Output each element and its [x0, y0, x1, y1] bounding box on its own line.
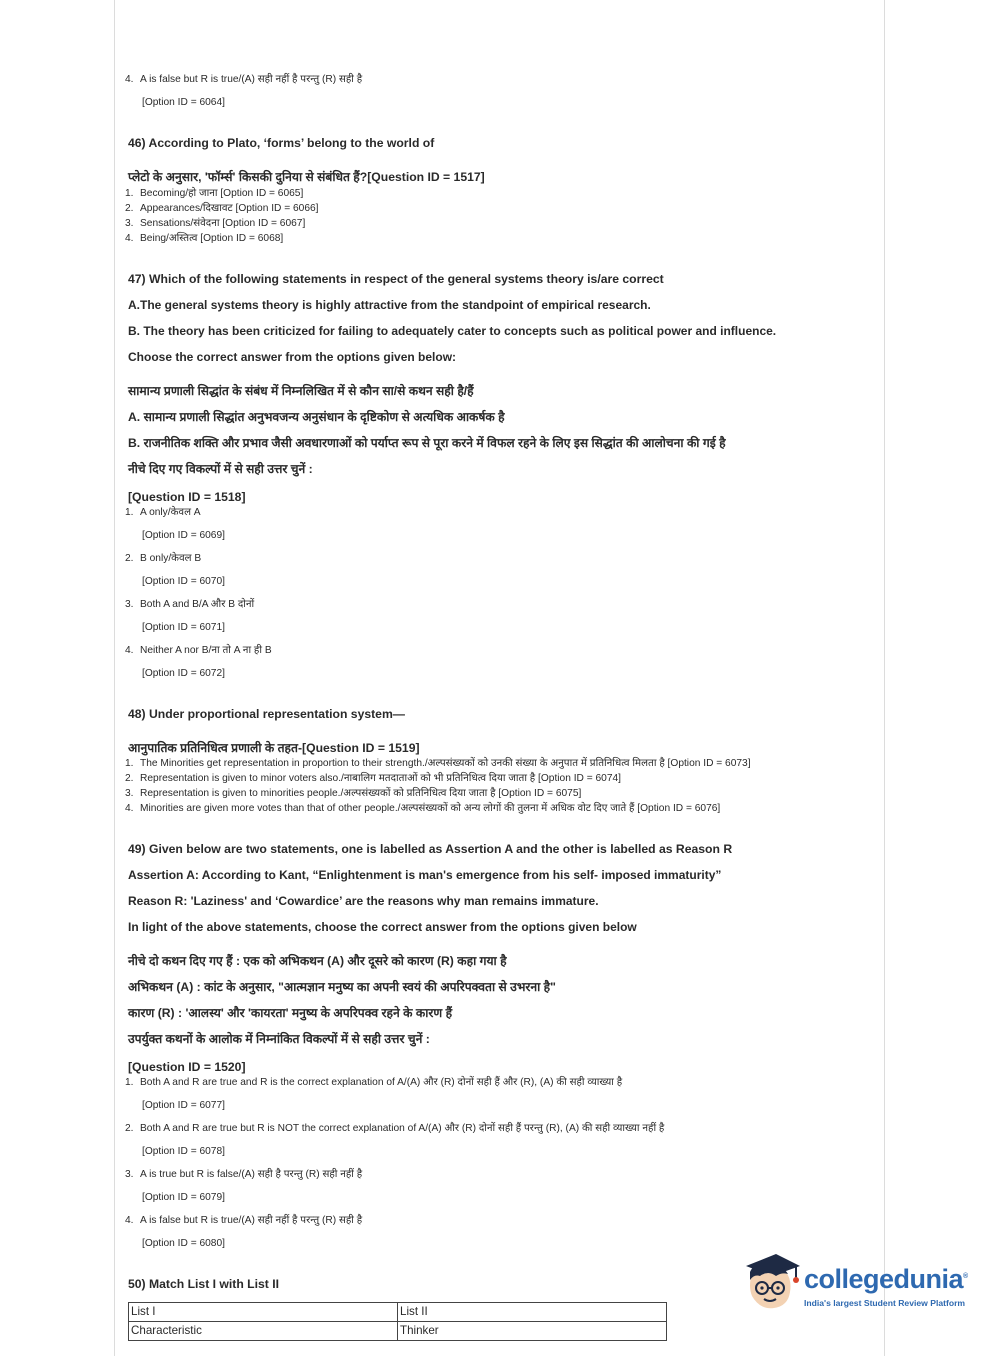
option-item: 4. A is false but R is true/(A) सही नहीं है परन्तु (R) सही है — [125, 1215, 363, 1226]
option-item: 1. The Minorities get representation in proportion to their strength./अल्पसंख्यकों को उनकी संख्या के अनुपात में प्रतिनिधित्व मिलता है [Option ID = 6073] — [125, 758, 751, 769]
question-hindi: आनुपातिक प्रतिनिधित्व प्रणाली के तहत-[Question ID = 1519] — [128, 741, 420, 755]
option-id: [Option ID = 6079] — [142, 1192, 225, 1203]
question-50 — [114, 1276, 834, 1341]
option-item: 2. Representation is given to minor voters also./नाबालिग मतदाताओं को भी प्रतिनिधित्व दिया जाता है [Option ID = 6074] — [125, 773, 622, 784]
question-id: [Question ID = 1520] — [128, 1060, 246, 1074]
question-47 — [114, 271, 834, 681]
option-item: 1. A only/केवल A — [125, 507, 201, 518]
option-item: 2. B only/केवल B — [125, 553, 202, 564]
question-hindi: प्लेटो के अनुसार, 'फॉर्म्स' किसकी दुनिया से संबंधित हैं?[Question ID = 1517] — [128, 170, 485, 184]
hindi-line: B. राजनीतिक शक्ति और प्रभाव जैसी अवधारणाओं को पर्याप्त रूप से पूरा करने में विफल रहने के लिए इस सिद्धांत की आलोचना की गई है — [128, 436, 726, 450]
option-item: 3. Sensations/संवेदना [Option ID = 6067] — [125, 218, 306, 229]
hindi-line: सामान्य प्रणाली सिद्धांत के संबंध में निम्नलिखित में से कौन सा/से कथन सही है/हैं — [128, 384, 474, 398]
instruction: Choose the correct answer from the options given below: — [128, 350, 457, 364]
question-heading: 48) Under proportional representation system— — [128, 707, 405, 721]
question-48 — [114, 706, 834, 816]
match-list-table — [128, 1302, 667, 1341]
question-heading: 47) Which of the following statements in respect of the general systems theory is/are correct — [128, 272, 664, 286]
option-item: 2. Both A and R are true but R is NOT the correct explanation of A/(A) और (R) दोनों सही हैं परन्तु (R), (A) की सही व्याख्या नहीं है — [125, 1123, 665, 1134]
question-heading: 50) Match List I with List II — [128, 1277, 280, 1291]
hindi-line: उपर्युक्त कथनों के आलोक में निम्नांकित विकल्पों में से सही उत्तर चुनें : — [128, 1032, 430, 1046]
table-header-cell: List I — [129, 1303, 398, 1322]
option-item: 4. A is false but R is true/(A) सही नहीं है परन्तु (R) सही है — [125, 74, 363, 85]
table-cell: Characteristic — [129, 1322, 398, 1341]
question-46 — [114, 135, 834, 246]
logo-wordmark: collegedunia® — [804, 1264, 968, 1294]
instruction: In light of the above statements, choose the correct answer from the options given below — [128, 920, 637, 934]
hindi-line: अभिकथन (A) : कांट के अनुसार, "आत्मज्ञान मनुष्य का अपनी स्वयं की अपरिपक्वता से उभरना है" — [128, 980, 556, 994]
question-heading: 49) Given below are two statements, one is labelled as Assertion A and the other is labelled as Reason R — [128, 842, 733, 856]
statement-b: B. The theory has been criticized for failing to adequately cater to concepts such as political power and influence. — [128, 324, 777, 338]
logo-tagline: India's largest Student Review Platform — [804, 1298, 966, 1308]
table-row — [129, 1303, 667, 1322]
option-item: 3. A is true but R is false/(A) सही है परन्तु (R) सही नहीं है — [125, 1169, 363, 1180]
assertion: Assertion A: According to Kant, “Enlightenment is man's emergence from his self- imposed immaturity” — [128, 868, 722, 882]
question-49 — [114, 841, 834, 1251]
question-id: [Question ID = 1518] — [128, 490, 246, 504]
option-item: 3. Representation is given to minorities people./अल्पसंख्यकों को प्रतिनिधित्व दिया जाता है [Option ID = 6075] — [125, 788, 582, 799]
hindi-line: कारण (R) : 'आलस्य' और 'कायरता' मनुष्य के अपरिपक्व रहने के कारण हैं — [128, 1006, 453, 1020]
table-header-cell: List II — [398, 1303, 667, 1322]
hindi-line: नीचे दिए गए विकल्पों में से सही उत्तर चुनें : — [128, 462, 313, 476]
option-item: 4. Neither A nor B/ना तो A ना ही B — [125, 645, 272, 656]
option-id: [Option ID = 6064] — [142, 97, 225, 108]
option-item: 1. Both A and R are true and R is the correct explanation of A/(A) और (R) दोनों सही हैं और (R), (A) की सही व्याख्या है — [125, 1077, 623, 1088]
collegedunia-logo — [742, 1252, 972, 1316]
hindi-line: A. सामान्य प्रणाली सिद्धांत अनुभवजन्य अनुसंधान के दृष्टिकोण से अत्यधिक आकर्षक है — [128, 410, 505, 424]
option-id: [Option ID = 6072] — [142, 668, 225, 679]
hindi-line: नीचे दो कथन दिए गए हैं : एक को अभिकथन (A) और दूसरे को कारण (R) कहा गया है — [128, 954, 507, 968]
option-id: [Option ID = 6069] — [142, 530, 225, 541]
option-id: [Option ID = 6080] — [142, 1238, 225, 1249]
table-cell: Thinker — [398, 1322, 667, 1341]
option-item: 4. Being/अस्तित्व [Option ID = 6068] — [125, 233, 284, 244]
student-mascot-icon — [742, 1252, 802, 1314]
right-margin-line — [884, 0, 885, 1356]
statement-a: A.The general systems theory is highly attractive from the standpoint of empirical research. — [128, 298, 651, 312]
reason: Reason R: 'Laziness' and ‘Cowardice’ are the reasons why man remains immature. — [128, 894, 599, 908]
option-item: 4. Minorities are given more votes than that of other people./अल्पसंख्यकों को अन्य लोगों की तुलना में अधिक वोट दिए जाते हैं [Option ID = 6076] — [125, 803, 721, 814]
option-item: 3. Both A and B/A और B दोनों — [125, 599, 255, 610]
question-heading: 46) According to Plato, ‘forms’ belong to the world of — [128, 136, 435, 150]
option-item: 1. Becoming/हो जाना [Option ID = 6065] — [125, 188, 304, 199]
table-row — [129, 1322, 667, 1341]
option-id: [Option ID = 6071] — [142, 622, 225, 633]
option-item: 2. Appearances/दिखावट [Option ID = 6066] — [125, 203, 319, 214]
option-id: [Option ID = 6077] — [142, 1100, 225, 1111]
exam-page-content — [114, 72, 834, 1341]
option-id: [Option ID = 6078] — [142, 1146, 225, 1157]
option-id: [Option ID = 6070] — [142, 576, 225, 587]
